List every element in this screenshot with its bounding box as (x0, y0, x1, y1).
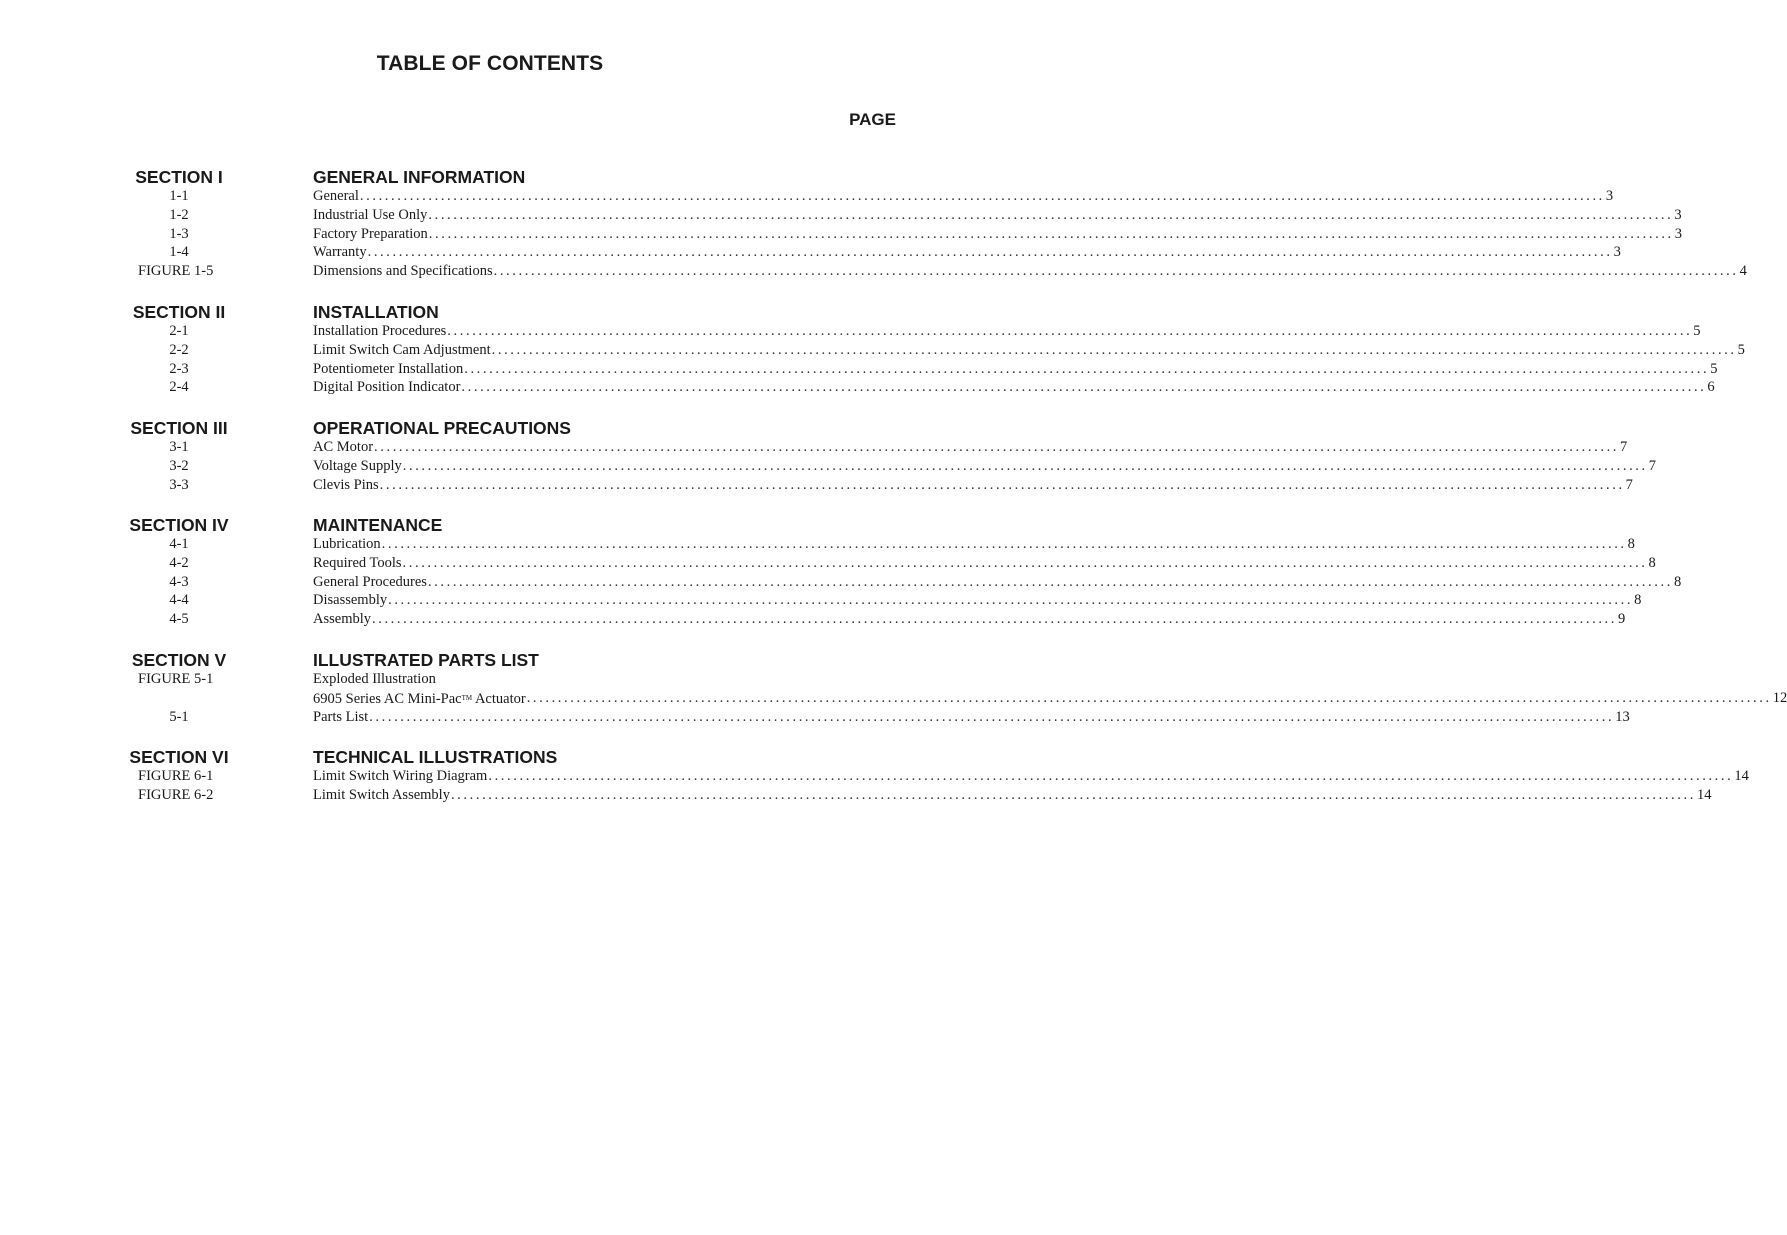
entry-text-main: Installation Procedures (313, 323, 447, 339)
leader-dots: ........................................................................................................................................................................................................ (450, 786, 1696, 803)
entry-page-number: 5 (1737, 341, 1745, 358)
entry-text (313, 187, 359, 206)
entry-page-number: 3 (1674, 225, 1683, 242)
leader-dots: ........................................................................................................................................................................................................ (526, 689, 1772, 706)
entry-number: 1-1 (169, 188, 189, 204)
entry-text (313, 225, 428, 244)
entry-number: 3-1 (169, 439, 189, 455)
entry-line (313, 476, 1633, 495)
entry-number: 3-3 (169, 476, 189, 493)
leader-dots: ........................................................................................................................................................................................................ (493, 263, 1739, 280)
entry-line (313, 767, 1749, 786)
entry-text-main: Lubrication (313, 536, 381, 552)
entry-line (313, 670, 881, 689)
toc-entry (0, 341, 1745, 360)
leader-dots: ........................................................................................................................................................................................................ (428, 225, 1674, 242)
section-entries (0, 535, 1682, 629)
entry-text (313, 243, 367, 262)
entry-text-main: Warranty (313, 244, 367, 261)
leader-dots: ........................................................................................................................................................................................................ (447, 323, 1693, 339)
toc-entry (0, 535, 1635, 554)
entry-page-number: 5 (1710, 360, 1718, 377)
leader-dots: ........................................................................................................................................................................................................ (427, 573, 1673, 590)
toc-entry (0, 670, 954, 689)
section-title: MAINTENANCE (313, 515, 443, 535)
section-title: INSTALLATION (313, 302, 439, 322)
entry-page-number: 9 (1618, 611, 1626, 628)
leader-dots: ........................................................................................................................................................................................................ (367, 244, 1613, 261)
toc-entry (0, 573, 1682, 592)
leader-dots: ........................................................................................................................................................................................................ (374, 439, 1620, 455)
entry-text-main: Limit Switch Wiring Diagram (313, 768, 488, 784)
leader-dots: ........................................................................................................................................................................................................ (464, 360, 1710, 377)
entry-text-main: General Procedures (313, 573, 427, 590)
entry-page-number: 3 (1605, 188, 1614, 204)
entry-number: FIGURE 6-1 (138, 768, 214, 784)
entry-text (313, 689, 526, 709)
entry-text (313, 360, 463, 379)
entry-line (313, 535, 1635, 554)
entry-line (313, 554, 1656, 573)
entry-number: 1-2 (169, 206, 189, 223)
entry-line (313, 708, 1630, 727)
entry-text (313, 378, 460, 397)
leader-dots: ........................................................................................................................................................................................................ (491, 341, 1737, 358)
entry-text (313, 438, 373, 457)
leader-dots: ........................................................................................................................................................................................................ (402, 457, 1648, 474)
page-title: TABLE OF CONTENTS (376, 52, 604, 75)
entry-text-main: General (313, 188, 359, 204)
entry-line (313, 438, 1628, 457)
entry-line (313, 341, 1745, 360)
entry-page-number: 7 (1620, 439, 1628, 455)
entry-page-number: 8 (1673, 573, 1682, 590)
entry-text (313, 554, 402, 573)
entry-text-main: AC Motor (313, 439, 374, 455)
entry-number: 4-5 (169, 611, 189, 628)
toc-entry (0, 591, 1642, 610)
entry-number: 4-3 (169, 573, 189, 590)
toc-entry (0, 554, 1656, 573)
entry-text (313, 573, 427, 592)
toc-entry (0, 476, 1633, 495)
entry-page-number: 14 (1696, 786, 1712, 803)
section-label: SECTION II (132, 302, 226, 322)
leader-dots: ........................................................................................................................................................................................................ (379, 476, 1625, 493)
entry-text-main: 6905 Series AC Mini-Pac (313, 690, 462, 707)
entry-number: 2-3 (169, 360, 189, 377)
toc-entry (0, 438, 1628, 457)
entry-page-number: 13 (1615, 708, 1630, 725)
toc-entry (0, 689, 1787, 708)
entry-text-main: Limit Switch Assembly (313, 786, 450, 803)
entry-number: 1-4 (169, 244, 189, 261)
entry-line (313, 360, 1718, 379)
leader-dots: ........................................................................................................................................................................................................ (369, 708, 1615, 725)
section-title: OPERATIONAL PRECAUTIONS (313, 418, 571, 438)
entry-page-number: 8 (1648, 554, 1656, 571)
section-title: ILLUSTRATED PARTS LIST (313, 650, 539, 670)
entry-page-number: 3 (1674, 206, 1682, 223)
trademark-mark: TM (461, 693, 473, 702)
entry-text-main: Required Tools (313, 554, 402, 571)
entry-text (313, 767, 487, 786)
section-label: SECTION I (135, 167, 223, 187)
leader-dots: ........................................................................................................................................................................................................ (388, 592, 1634, 609)
toc-entry (0, 786, 1712, 805)
entry-line (313, 206, 1682, 225)
entry-number: 4-2 (169, 554, 189, 571)
section-entries (0, 670, 1787, 726)
page-column-header: PAGE (849, 110, 896, 129)
section-entries (0, 438, 1656, 494)
toc-entry (0, 225, 1683, 244)
entry-page-number: 8 (1627, 536, 1635, 552)
toc-entry (0, 360, 1718, 379)
leader-dots: ........................................................................................................................................................................................................ (402, 554, 1648, 571)
entry-page-number: 3 (1613, 244, 1621, 261)
toc-entry (0, 206, 1682, 225)
entry-number: 5-1 (169, 708, 189, 725)
entry-line (313, 610, 1626, 629)
toc-entry (0, 457, 1656, 476)
entry-number: 2-4 (169, 379, 189, 396)
entry-text (313, 341, 491, 360)
leader-dots: ........................................................................................................................................................................................................ (359, 188, 1605, 204)
section-entries (0, 187, 1747, 281)
entry-text (313, 457, 402, 476)
entry-line (313, 786, 1712, 805)
entry-line (313, 378, 1715, 397)
entry-text-main: Industrial Use Only (313, 206, 428, 223)
entry-text-main: Assembly (313, 611, 371, 628)
entry-text (313, 322, 446, 341)
entry-line (313, 262, 1747, 281)
toc-entry (0, 708, 1630, 727)
entry-page-number: 7 (1625, 476, 1633, 493)
section-entries (0, 322, 1745, 397)
leader-dots: ........................................................................................................................................................................................................ (372, 611, 1617, 628)
entry-page-number: 14 (1734, 768, 1749, 784)
entry-number: 3-2 (169, 457, 189, 474)
entry-text-main: Limit Switch Cam Adjustment (313, 341, 491, 358)
entry-number: FIGURE 5-1 (138, 671, 214, 687)
entry-page-number: 7 (1648, 457, 1656, 474)
section-label: SECTION VI (129, 747, 229, 767)
entry-line (313, 689, 1787, 709)
toc-entry (0, 767, 1749, 786)
toc-entry (0, 187, 1614, 206)
entry-page-number: 8 (1634, 592, 1642, 609)
entry-line (313, 573, 1682, 592)
entry-line (313, 591, 1642, 610)
section-label: SECTION V (131, 650, 227, 670)
entry-text-main: Exploded Illustration (313, 671, 436, 687)
toc-entry (0, 243, 1621, 262)
entry-text (313, 262, 493, 281)
entry-text (313, 670, 436, 689)
entry-page-number: 12 (1772, 689, 1787, 706)
toc-entry (0, 262, 1747, 281)
entry-text-main: Potentiometer Installation (313, 360, 464, 377)
entry-number: FIGURE 6-2 (138, 786, 214, 803)
entry-number: 2-1 (169, 323, 189, 339)
entry-number: 1-3 (169, 225, 189, 242)
entry-text (313, 535, 381, 554)
entry-number: 4-4 (169, 592, 189, 609)
leader-dots: ........................................................................................................................................................................................................ (488, 768, 1734, 784)
section-label: SECTION IV (129, 515, 229, 535)
leader-dots: ........................................................................................................................................................................................................ (381, 536, 1627, 552)
leader-dots: ........................................................................................................................................................................................................ (461, 379, 1707, 396)
entry-text-main: Voltage Supply (313, 457, 402, 474)
entry-page-number: 5 (1693, 323, 1701, 339)
entry-line (313, 225, 1683, 244)
entry-text-main: Digital Position Indicator (313, 379, 461, 396)
entry-text-main: Dimensions and Specifications (313, 263, 493, 280)
entry-page-number: 4 (1739, 263, 1747, 280)
entry-line (313, 457, 1656, 476)
entry-number: 4-1 (169, 536, 189, 552)
toc-entry (0, 378, 1715, 397)
entry-text-main: Disassembly (313, 592, 388, 609)
entry-number: FIGURE 1-5 (138, 263, 214, 280)
entry-text (313, 708, 368, 727)
entry-text-main: Parts List (313, 708, 369, 725)
entry-line (313, 187, 1614, 206)
entry-text-main: Clevis Pins (313, 476, 379, 493)
section-entries (0, 767, 1749, 805)
entry-text (313, 206, 427, 225)
toc-entry (0, 322, 1701, 341)
entry-page-number: 6 (1707, 379, 1715, 396)
leader-dots: ........................................................................................................................................................................................................ (428, 206, 1674, 223)
entry-text (313, 476, 379, 495)
toc-entry (0, 610, 1626, 629)
entry-line (313, 322, 1701, 341)
entry-text (313, 591, 387, 610)
section-title: GENERAL INFORMATION (313, 167, 526, 187)
entry-number: 2-2 (169, 341, 189, 358)
entry-text (313, 610, 371, 629)
entry-line (313, 243, 1621, 262)
entry-text-after: Actuator (472, 690, 526, 707)
entry-text (313, 786, 450, 805)
entry-text-main: Factory Preparation (313, 225, 428, 242)
section-title: TECHNICAL ILLUSTRATIONS (313, 747, 558, 767)
section-label: SECTION III (130, 418, 228, 438)
